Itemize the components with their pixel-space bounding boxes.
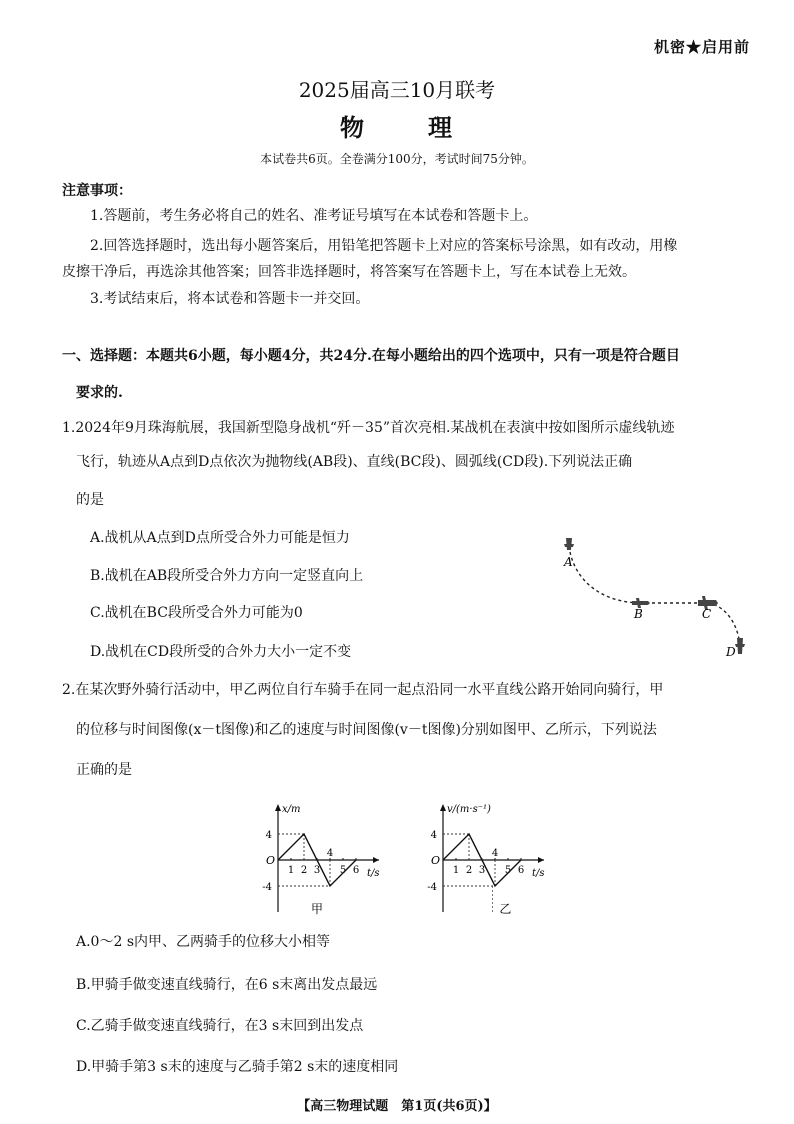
label-d: D — [726, 645, 736, 659]
label-b: B — [634, 607, 643, 621]
x-tick-label: 3 — [478, 865, 486, 876]
notice-heading: 注意事项： — [62, 183, 132, 199]
q2-option-d: D.甲骑手第3 s末的速度与乙骑手第2 s末的速度相同 — [76, 1059, 399, 1075]
graph-caption: 乙 — [499, 902, 512, 916]
q1-option-b: B.战机在AB段所受合外力方向一定竖直向上 — [90, 568, 364, 584]
x-tick-label: 6 — [517, 865, 525, 876]
y-tick-label: -4 — [427, 882, 437, 893]
x-tick-label: 2 — [465, 865, 473, 876]
origin-label: O — [266, 854, 276, 867]
q2-stem-line1: 2.在某次野外骑行活动中，甲乙两位自行车骑手在同一起点沿同一水平直线公路开始同向骑行，甲 — [62, 682, 664, 698]
q2-stem-line3: 正确的是 — [76, 762, 132, 778]
x-tick-label: 5 — [339, 865, 347, 876]
y-axis-arrow — [440, 804, 446, 811]
y-axis-label: v/(m·s⁻¹) — [447, 804, 491, 815]
x-axis-arrow — [373, 857, 379, 863]
notice-item-3: 3.考试结束后，将本试卷和答题卡一并交回。 — [90, 291, 370, 307]
notice-item-2-line1: 2.回答选择题时，选出每小题答案后，用铅笔把答题卡上对应的答案标号涂黑，如有改动，用橡 — [90, 238, 678, 254]
confidential-mark: 机密★启用前 — [653, 38, 750, 56]
x-tick-label: 6 — [352, 865, 360, 876]
q2-option-a: A.0～2 s内甲、乙两骑手的位移大小相等 — [76, 934, 331, 950]
exam-info: 本试卷共6页。全卷满分100分，考试时间75分钟。 — [260, 152, 534, 166]
q1-stem-line2: 飞行，轨迹从A点到D点依次为抛物线(AB段)、直线(BC段)、圆弧线(CD段).下列说法正确 — [76, 454, 633, 470]
graph-yi — [415, 800, 565, 920]
x-tick-label: 1 — [287, 865, 295, 876]
x-tick-label: 5 — [504, 865, 512, 876]
x-tick-label: 4 — [326, 848, 334, 859]
y-tick-label: -4 — [262, 882, 272, 893]
x-axis-label: t/s — [532, 868, 545, 879]
exam-title: 2025届高三10月联考 — [298, 78, 496, 102]
x-axis-label: t/s — [367, 868, 380, 879]
y-tick-label: 4 — [265, 830, 272, 841]
graph-jia — [250, 800, 390, 920]
y-axis-label: x/m — [282, 804, 301, 815]
q2-option-b: B.甲骑手做变速直线骑行，在6 s末离出发点最远 — [76, 977, 378, 993]
page-footer: 【高三物理试题 第1页(共6页)】 — [297, 1099, 497, 1114]
subject-title: 物 理 — [340, 113, 472, 142]
trajectory-parabola-ab — [570, 552, 640, 603]
graph-caption: 甲 — [310, 902, 324, 916]
notice-item-2-line2: 皮擦干净后，再选涂其他答案；回答非选择题时，将答案写在答题卡上，写在本试卷上无效。 — [62, 264, 636, 280]
y-tick-label: 4 — [430, 830, 437, 841]
jet-icon-d — [735, 638, 745, 654]
q1-option-c: C.战机在BC段所受合外力可能为0 — [90, 605, 303, 621]
x-axis-arrow — [538, 857, 544, 863]
origin-label: O — [431, 854, 441, 867]
x-tick-label: 1 — [452, 865, 460, 876]
jet-icon-a — [564, 538, 574, 550]
y-axis-arrow — [275, 804, 281, 811]
x-tick-label: 4 — [491, 848, 499, 859]
section-heading-line1: 一、选择题：本题共6小题，每小题4分，共24分.在每小题给出的四个选项中，只有一项是符合题目 — [62, 348, 680, 364]
q1-trajectory-figure — [540, 530, 760, 670]
q1-stem-line3: 的是 — [76, 492, 104, 508]
section-heading-line2: 要求的. — [76, 385, 123, 401]
q2-stem-line2: 的位移与时间图像(x－t图像)和乙的速度与时间图像(v－t图像)分别如图甲、乙所示，下列说法 — [76, 722, 657, 738]
q2-option-c: C.乙骑手做变速直线骑行，在3 s末回到出发点 — [76, 1018, 364, 1034]
x-tick-label: 2 — [300, 865, 308, 876]
trajectory-arc-cd — [708, 603, 740, 646]
notice-item-1: 1.答题前，考生务必将自己的姓名、准考证号填写在本试卷和答题卡上。 — [90, 208, 538, 224]
label-a: A — [564, 555, 573, 569]
x-tick-label: 3 — [313, 865, 321, 876]
q1-option-d: D.战机在CD段所受的合外力大小一定不变 — [90, 644, 352, 660]
q1-option-a: A.战机从A点到D点所受合外力可能是恒力 — [90, 530, 350, 546]
label-c: C — [702, 607, 712, 621]
q1-stem-line1: 1.2024年9月珠海航展，我国新型隐身战机“歼－35”首次亮相.某战机在表演中按如图所示虚线轨迹 — [62, 420, 675, 436]
